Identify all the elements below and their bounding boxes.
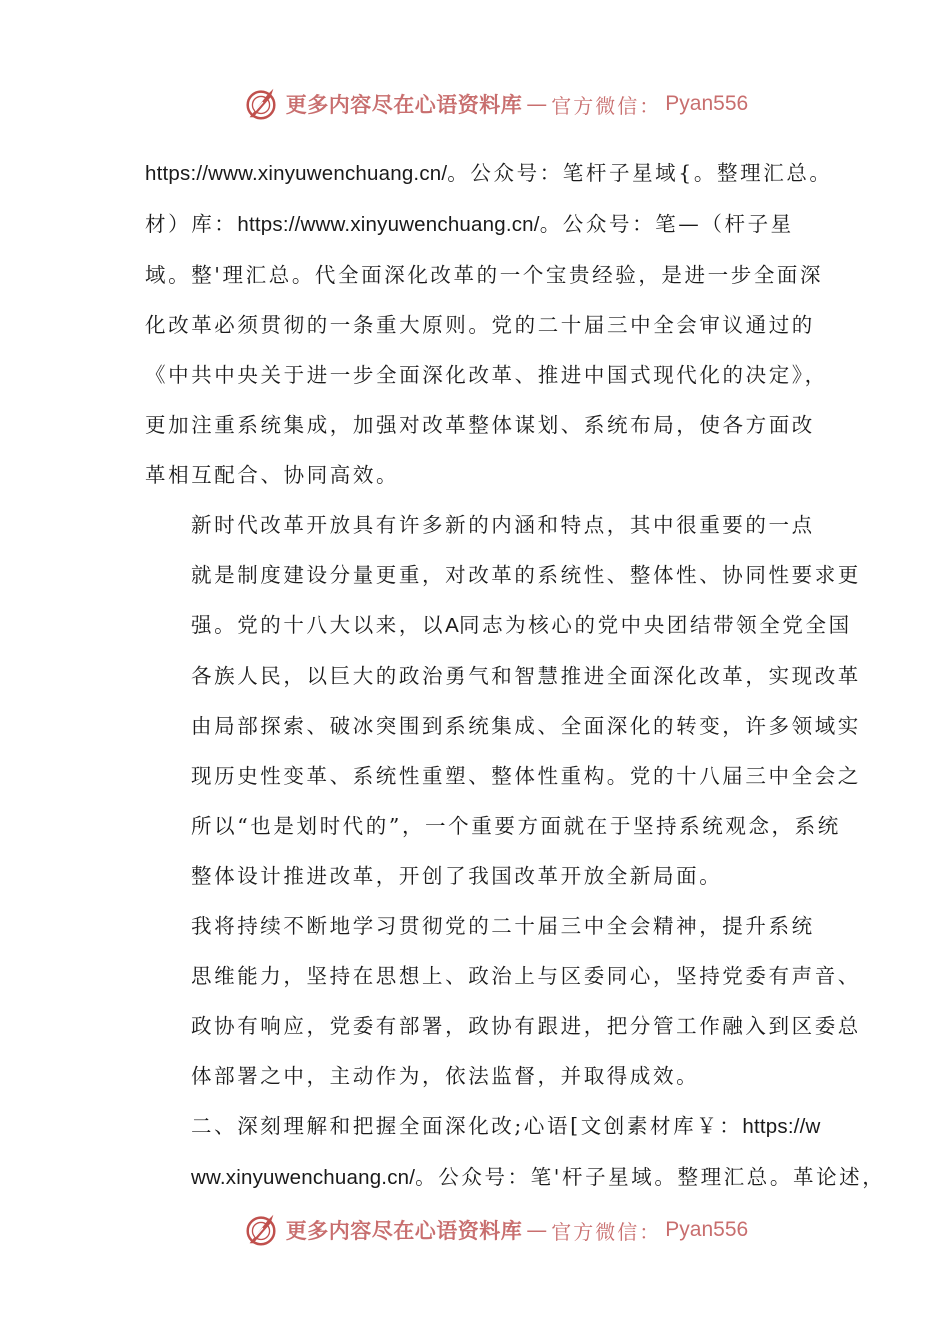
text-line [145,199,810,250]
footer-banner [0,1208,950,1252]
text-line: 新时代改革开放具有许多新的内涵和特点，其中很重要的一点 [191,513,815,537]
text-line: 更加注重系统集成，加强对改革整体谋划、系统布局，使各方面改 [145,413,815,437]
banner-wechat-label: 官方微信： [551,93,662,118]
text-line: 化改革必须贯彻的一条重大原则。党的二十届三中全会审议通过的 [145,313,815,337]
header-banner [0,82,950,126]
banner-wechat-id: Pyan556 [665,1218,749,1241]
text-segment: 。公众号：笔杆子星域{。整理汇总。 [447,161,833,185]
text-segment: 同志为核心的党中央团结带领全党全国 [458,613,852,637]
banner-wechat-label: 官方微信： [551,1219,662,1244]
text-line: 体部署之中，主动作为，依法监督，并取得成效。 [191,1064,700,1088]
quill-seal-logo-icon [242,1211,280,1249]
text-line: 就是制度建设分量更重，对改革的系统性、整体性、协同性要求更 [191,563,861,587]
text-line [145,148,833,199]
paragraph-4 [145,1101,886,1203]
text-line: 域。整'理汇总。代全面深化改革的一个宝贵经验，是进一步全面深 [145,263,824,287]
text-segment: A [445,614,459,637]
text-line: 所以“也是划时代的”，一个重要方面就在于坚持系统观念，系统 [191,814,841,838]
text-line: 政协有响应，党委有部署，政协有跟进，把分管工作融入到区委总 [191,1014,861,1038]
document-body [145,148,886,1203]
text-segment: 材）库： [145,212,238,236]
quill-seal-logo-icon [242,85,280,123]
header-banner-inner [242,85,748,123]
watermark-url: https://w [742,1115,821,1138]
banner-wechat-id: Pyan556 [665,92,749,115]
text-segment: 。公众号：笔—（杆子星 [539,212,794,236]
text-line: 我将持续不断地学习贯彻党的二十届三中全会精神，提升系统 [191,914,815,938]
text-line: 各族人民，以巨大的政治勇气和智慧推进全面深化改革，实现改革 [191,664,861,688]
banner-separator: — [526,1218,548,1242]
paragraph-1 [145,148,833,500]
text-line: 《中共中央关于进一步全面深化改革、推进中国式现代化的决定》， [145,363,828,387]
text-segment: 二、深刻理解和把握全面深化改;心语[文创素材库￥： [191,1114,743,1138]
watermark-url: ww.xinyuwenchuang.cn/ [191,1166,416,1189]
text-line: 思维能力，坚持在思想上、政治上与区委同心，坚持党委有声音、 [191,964,861,988]
text-line: 革相互配合、协同高效。 [145,463,400,487]
text-segment: 强。党的十八大以来，以 [191,613,446,637]
text-line [145,1152,886,1203]
banner-main-text: 更多内容尽在心语资料库 [285,92,523,117]
watermark-url: https://www.xinyuwenchuang.cn/ [145,162,448,185]
text-segment: 。公众号：笔'杆子星域。整理汇总。革论述， [415,1165,886,1189]
banner-separator: — [526,92,548,116]
paragraph-3 [145,901,861,1101]
banner-main-text: 更多内容尽在心语资料库 [285,1218,523,1243]
text-line: 整体设计推进改革，开创了我国改革开放全新局面。 [191,864,723,888]
text-line [145,600,852,651]
footer-banner-inner [242,1211,748,1249]
paragraph-2 [145,500,861,901]
watermark-url: https://www.xinyuwenchuang.cn/ [237,213,540,236]
text-line: 现历史性变革、系统性重塑、整体性重构。党的十八届三中全会之 [191,764,861,788]
text-line [145,1101,821,1152]
text-line: 由局部探索、破冰突围到系统集成、全面深化的转变，许多领域实 [191,714,861,738]
